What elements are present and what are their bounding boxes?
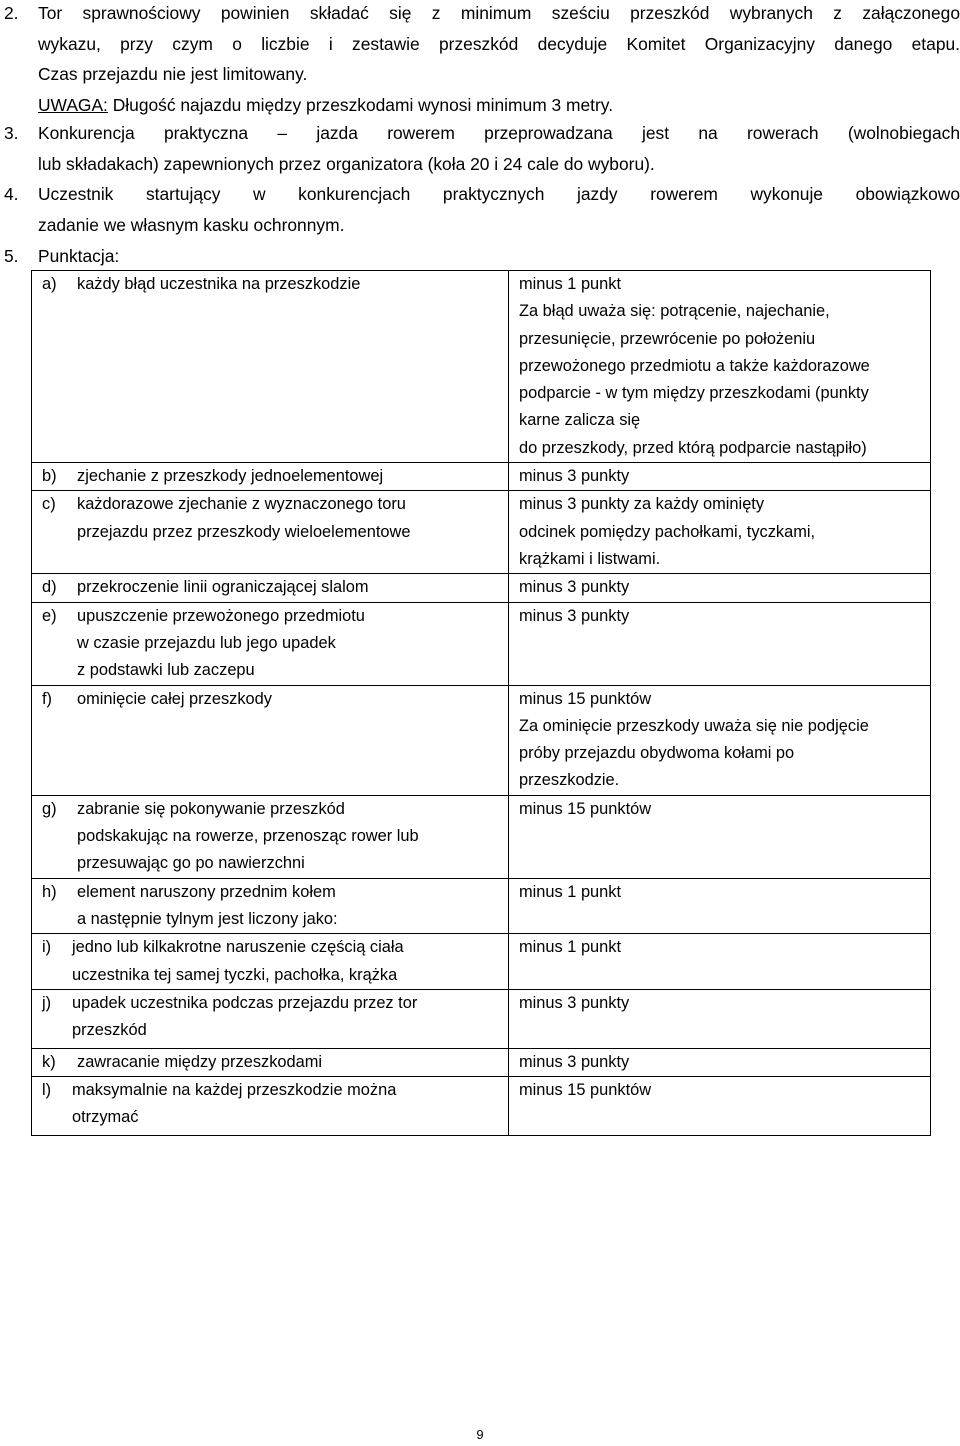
- penalty-text: otrzymać: [72, 1108, 139, 1127]
- scoring-table: [31, 270, 931, 1136]
- penalty-text: upuszczenie przewożonego przedmiotu: [77, 606, 365, 625]
- points-line: minus 3 punkty: [519, 606, 630, 625]
- points-line: próby przejazdu obydwoma kołami po: [519, 744, 795, 763]
- table-row: [32, 602, 931, 685]
- penalty-points: [509, 795, 931, 878]
- table-row: [32, 934, 931, 990]
- table-row: [32, 989, 931, 1048]
- row-letter: j): [42, 993, 52, 1012]
- points-line: minus 3 punkty: [519, 578, 630, 597]
- penalty-text: ominięcie całej przeszkody: [77, 689, 272, 708]
- table-row: [32, 1077, 931, 1136]
- row-letter: d): [42, 578, 57, 597]
- penalty-text: podskakując na rowerze, przenosząc rower lub: [77, 827, 419, 846]
- paragraph-line: Uczestnik startujący w konkurencjach praktycznych jazdy rowerem wykonuje obowiązkowo: [38, 184, 960, 204]
- points-line: Za błąd uważa się: potrącenie, najechanie,: [519, 302, 830, 321]
- penalty-description: [32, 574, 509, 602]
- penalty-points: [509, 491, 931, 574]
- points-line: minus 1 punkt: [519, 275, 622, 293]
- penalty-text: zabranie się pokonywanie przeszkód: [77, 799, 345, 818]
- penalty-text: z podstawki lub zaczepu: [77, 661, 255, 680]
- warning-note: [38, 90, 960, 121]
- penalty-text: uczestnika tej samej tyczki, pachołka, krążka: [72, 965, 398, 984]
- table-row: [32, 795, 931, 878]
- section-title-text: Punktacja:: [38, 246, 120, 266]
- penalty-text: maksymalnie na każdej przeszkodzie można: [72, 1081, 397, 1100]
- paragraph-line: Czas przejazdu nie jest limitowany.: [38, 64, 308, 84]
- table-row: [32, 685, 931, 795]
- paragraph-3: [4, 118, 960, 179]
- points-line: minus 3 punkty za każdy ominięty: [519, 495, 765, 514]
- table-row: [32, 463, 931, 491]
- penalty-description: [32, 934, 509, 990]
- penalty-points: [509, 878, 931, 934]
- penalty-text: jedno lub kilkakrotne naruszenie częścią ciała: [72, 938, 404, 957]
- points-line: minus 15 punktów: [519, 689, 652, 708]
- penalty-points: [509, 271, 931, 463]
- points-line: odcinek pomiędzy pachołkami, tyczkami,: [519, 522, 816, 541]
- points-line: przewożonego przedmiotu a także każdorazowe: [519, 356, 870, 375]
- points-line: minus 3 punkty: [519, 1052, 630, 1071]
- table-row: [32, 1048, 931, 1076]
- row-letter: a): [42, 275, 57, 293]
- warning-label: UWAGA:: [38, 94, 108, 115]
- paragraph-2: [4, 0, 960, 120]
- paragraph-number: 5.: [4, 246, 19, 266]
- penalty-text: w czasie przejazdu lub jego upadek: [77, 633, 336, 652]
- paragraph-line: lub składakach) zapewnionych przez organizatora (koła 20 i 24 cale do wyboru).: [38, 153, 655, 174]
- points-line: minus 1 punkt: [519, 938, 622, 957]
- penalty-text: a następnie tylnym jest liczony jako:: [77, 909, 338, 928]
- paragraph-number: 3.: [4, 123, 19, 143]
- paragraph-number: 4.: [4, 184, 19, 204]
- paragraph-4: [4, 179, 960, 240]
- penalty-points: [509, 685, 931, 795]
- points-line: do przeszkody, przed którą podparcie nastąpiło): [519, 438, 867, 457]
- row-letter: h): [42, 882, 57, 901]
- penalty-text: przeszkód: [72, 1021, 147, 1040]
- penalty-description: [32, 795, 509, 878]
- points-line: minus 3 punkty: [519, 993, 630, 1012]
- penalty-points: [509, 463, 931, 491]
- penalty-points: [509, 1077, 931, 1136]
- table-row: [32, 271, 931, 463]
- paragraph-number: 2.: [4, 3, 19, 23]
- table-row: [32, 491, 931, 574]
- penalty-points: [509, 574, 931, 602]
- paragraph-line: zadanie we własnym kasku ochronnym.: [38, 214, 345, 235]
- points-line: minus 3 punkty: [519, 467, 630, 486]
- table-row: [32, 574, 931, 602]
- penalty-description: [32, 491, 509, 574]
- penalty-text: każdorazowe zjechanie z wyznaczonego toru: [77, 495, 406, 514]
- penalty-description: [32, 1048, 509, 1076]
- penalty-text: zjechanie z przeszkody jednoelementowej: [77, 467, 384, 486]
- penalty-description: [32, 271, 509, 463]
- points-line: karne zalicza się: [519, 411, 641, 430]
- table-row: [32, 878, 931, 934]
- row-letter: c): [42, 495, 56, 514]
- penalty-description: [32, 685, 509, 795]
- section-title: [4, 241, 119, 271]
- row-letter: i): [42, 938, 52, 957]
- penalty-text: przekroczenie linii ograniczającej slalom: [77, 578, 369, 597]
- penalty-text: przejazdu przez przeszkody wieloelementowe: [77, 522, 411, 541]
- penalty-text: przesuwając go po nawierzchni: [77, 854, 305, 873]
- penalty-points: [509, 1048, 931, 1076]
- points-line: minus 1 punkt: [519, 882, 622, 901]
- penalty-description: [32, 989, 509, 1048]
- points-line: przesunięcie, przewrócenie po położeniu: [519, 329, 816, 348]
- paragraph-line: wykazu, przy czym o liczbie i zestawie przeszkód decyduje Komitet Organizacyjny danego etapu.: [38, 33, 960, 54]
- row-letter: b): [42, 467, 57, 486]
- penalty-text: element naruszony przednim kołem: [77, 882, 336, 901]
- row-letter: e): [42, 606, 57, 625]
- points-line: minus 15 punktów: [519, 1081, 652, 1100]
- row-letter: l): [42, 1081, 52, 1100]
- points-line: Za ominięcie przeszkody uważa się nie podjęcie: [519, 716, 869, 735]
- penalty-points: [509, 602, 931, 685]
- points-line: minus 15 punktów: [519, 799, 652, 818]
- penalty-points: [509, 934, 931, 990]
- penalty-description: [32, 878, 509, 934]
- points-line: podparcie - w tym między przeszkodami (punkty: [519, 384, 869, 403]
- paragraph-line: Tor sprawnościowy powinien składać się z minimum sześciu przeszkód wybranych z załączonego: [38, 3, 960, 23]
- row-letter: k): [42, 1052, 56, 1071]
- penalty-description: [32, 1077, 509, 1136]
- penalty-text: upadek uczestnika podczas przejazdu przez tor: [72, 993, 418, 1012]
- penalty-description: [32, 602, 509, 685]
- penalty-text: każdy błąd uczestnika na przeszkodzie: [77, 275, 361, 293]
- row-letter: f): [42, 689, 53, 708]
- paragraph-line: Konkurencja praktyczna – jazda rowerem przeprowadzana jest na rowerach (wolnobiegach: [38, 123, 960, 143]
- warning-text: Długość najazdu między przeszkodami wynosi minimum 3 metry.: [107, 94, 614, 115]
- row-letter: g): [42, 799, 57, 818]
- penalty-points: [509, 989, 931, 1048]
- penalty-description: [32, 463, 509, 491]
- page-number: 9: [476, 1427, 484, 1442]
- points-line: krążkami i listwami.: [519, 549, 661, 568]
- penalty-text: zawracanie między przeszkodami: [77, 1052, 323, 1071]
- points-line: przeszkodzie.: [519, 771, 620, 790]
